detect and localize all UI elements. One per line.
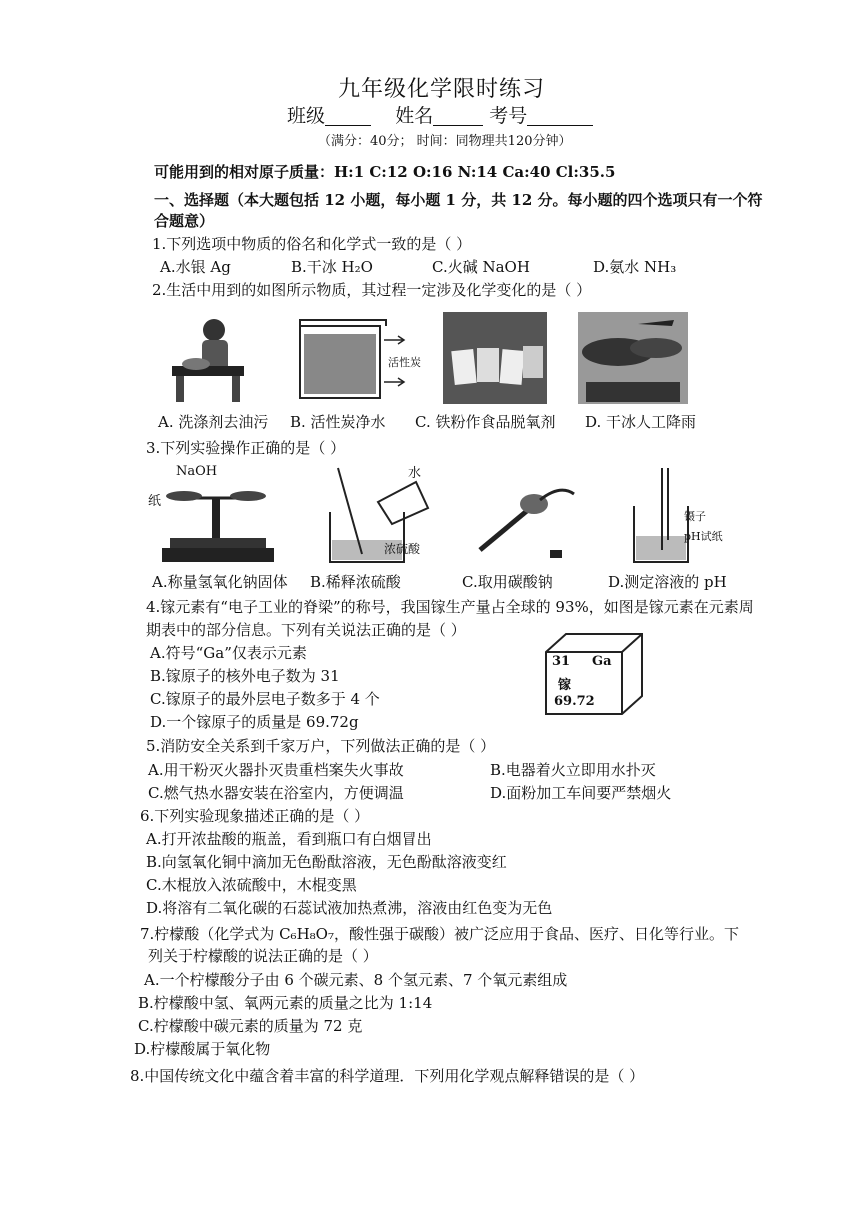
section-heading-line2: 合题意） bbox=[154, 212, 215, 230]
iron-powder-packets-image bbox=[443, 312, 547, 404]
gallium-element-cell bbox=[542, 630, 646, 718]
dry-ice-rain-image bbox=[578, 312, 688, 404]
q1-option-a: A.水银 Ag bbox=[160, 258, 231, 276]
q7-stem-line2: 列关于柠檬酸的说法正确的是（ ） bbox=[148, 947, 378, 965]
detergent-washing-image bbox=[162, 312, 254, 404]
conc-sulfuric-acid-label: 浓硫酸 bbox=[384, 542, 421, 556]
ph-paper-label: pH试纸 bbox=[684, 530, 723, 543]
paper-label: 纸 bbox=[148, 494, 162, 509]
activated-carbon-label: 活性炭 bbox=[388, 356, 421, 369]
class-label: 班级 bbox=[287, 105, 326, 127]
element-symbol: Ga bbox=[592, 654, 612, 669]
q5-option-c: C.燃气热水器安装在浴室内，方便调温 bbox=[148, 784, 404, 802]
q1-option-d: D.氨水 NH₃ bbox=[593, 258, 677, 276]
take-sodium-carbonate-image bbox=[470, 480, 580, 566]
q8-stem: 8.中国传统文化中蕴含着丰富的科学道理．下列用化学观点解释错误的是（ ） bbox=[130, 1067, 645, 1085]
class-field[interactable] bbox=[325, 109, 371, 126]
q6-option-a: A.打开浓盐酸的瓶盖，看到瓶口有白烟冒出 bbox=[146, 830, 432, 848]
id-label: 考号 bbox=[489, 105, 528, 127]
q3-option-d: D.测定溶液的 pH bbox=[608, 573, 727, 591]
name-field[interactable] bbox=[433, 109, 483, 126]
q7-option-d: D.柠檬酸属于氧化物 bbox=[134, 1040, 271, 1058]
q1-stem: 1.下列选项中物质的俗名和化学式一致的是（ ） bbox=[152, 235, 472, 253]
dilute-sulfuric-acid-image bbox=[318, 462, 438, 566]
q2-stem: 2.生活中用到的如图所示物质，其过程一定涉及化学变化的是（ ） bbox=[152, 281, 592, 299]
tweezers-label: 镊子 bbox=[684, 510, 706, 523]
ph-measure-image bbox=[628, 466, 728, 566]
q7-option-b: B.柠檬酸中氢、氧两元素的质量之比为 1:14 bbox=[138, 994, 433, 1012]
q1-option-c: C.火碱 NaOH bbox=[432, 258, 530, 276]
id-field[interactable] bbox=[527, 109, 593, 126]
q4-option-b: B.镓原子的核外电子数为 31 bbox=[150, 667, 340, 685]
q5-option-a: A.用干粉灭火器扑灭贵重档案失火事故 bbox=[148, 761, 404, 779]
q4-stem-line1: 4.镓元素有“电子工业的脊梁”的称号，我国镓生产量占全球的 93%，如图是镓元素在元素周 bbox=[146, 598, 754, 616]
q2-option-c: C. 铁粉作食品脱氧剂 bbox=[415, 413, 556, 431]
element-name: 镓 bbox=[558, 678, 572, 693]
q7-option-c: C.柠檬酸中碳元素的质量为 72 克 bbox=[138, 1017, 363, 1035]
q3-option-a: A.称量氢氧化钠固体 bbox=[152, 573, 288, 591]
q4-option-d: D.一个镓原子的质量是 69.72g bbox=[150, 713, 359, 731]
atomic-number: 31 bbox=[552, 654, 571, 669]
q6-stem: 6.下列实验现象描述正确的是（ ） bbox=[140, 807, 370, 825]
q3-option-b: B.稀释浓硫酸 bbox=[310, 573, 401, 591]
exam-info: （满分：40分； 时间：同物理共120分钟） bbox=[318, 134, 572, 149]
q7-stem-line1: 7.柠檬酸（化学式为 C₆H₈O₇，酸性强于碳酸）被广泛应用于食品、医疗、日化等行业。下 bbox=[140, 925, 739, 943]
name-label: 姓名 bbox=[395, 105, 434, 127]
q6-option-c: C.木棍放入浓硫酸中，木棍变黑 bbox=[146, 876, 357, 894]
q3-option-c: C.取用碳酸钠 bbox=[462, 573, 553, 591]
section-heading-line1: 一、选择题（本大题包括 12 小题，每小题 1 分，共 12 分。每小题的四个选项只有一个符 bbox=[154, 191, 763, 209]
balance-scale-image bbox=[148, 462, 284, 566]
page-title: 九年级化学限时练习 bbox=[338, 77, 546, 102]
student-info-line bbox=[287, 106, 593, 126]
q3-stem: 3.下列实验操作正确的是（ ） bbox=[146, 439, 346, 457]
activated-carbon-filter-image bbox=[296, 318, 421, 402]
q6-option-d: D.将溶有二氧化碳的石蕊试液加热煮沸，溶液由红色变为无色 bbox=[146, 899, 553, 917]
q5-stem: 5.消防安全关系到千家万户，下列做法正确的是（ ） bbox=[146, 737, 496, 755]
q4-stem-line2: 期表中的部分信息。下列有关说法正确的是（ ） bbox=[146, 621, 466, 639]
q2-option-d: D. 干冰人工降雨 bbox=[585, 413, 697, 431]
q6-option-b: B.向氢氧化铜中滴加无色酚酞溶液，无色酚酞溶液变红 bbox=[146, 853, 507, 871]
q2-option-a: A. 洗涤剂去油污 bbox=[158, 413, 269, 431]
atomic-masses: 可能用到的相对原子质量：H:1 C:12 O:16 N:14 Ca:40 Cl:35.5 bbox=[154, 163, 616, 181]
atomic-mass: 69.72 bbox=[554, 694, 595, 709]
naoh-label: NaOH bbox=[176, 464, 218, 479]
q4-option-c: C.镓原子的最外层电子数多于 4 个 bbox=[150, 690, 380, 708]
q1-option-b: B.干冰 H₂O bbox=[291, 258, 373, 276]
q4-option-a: A.符号“Ga”仅表示元素 bbox=[150, 644, 307, 662]
water-label: 水 bbox=[408, 466, 422, 481]
q2-option-b: B. 活性炭净水 bbox=[290, 413, 386, 431]
q5-option-b: B.电器着火立即用水扑灭 bbox=[490, 761, 656, 779]
q7-option-a: A.一个柠檬酸分子由 6 个碳元素、8 个氢元素、7 个氧元素组成 bbox=[144, 971, 568, 989]
q5-option-d: D.面粉加工车间要严禁烟火 bbox=[490, 784, 672, 802]
